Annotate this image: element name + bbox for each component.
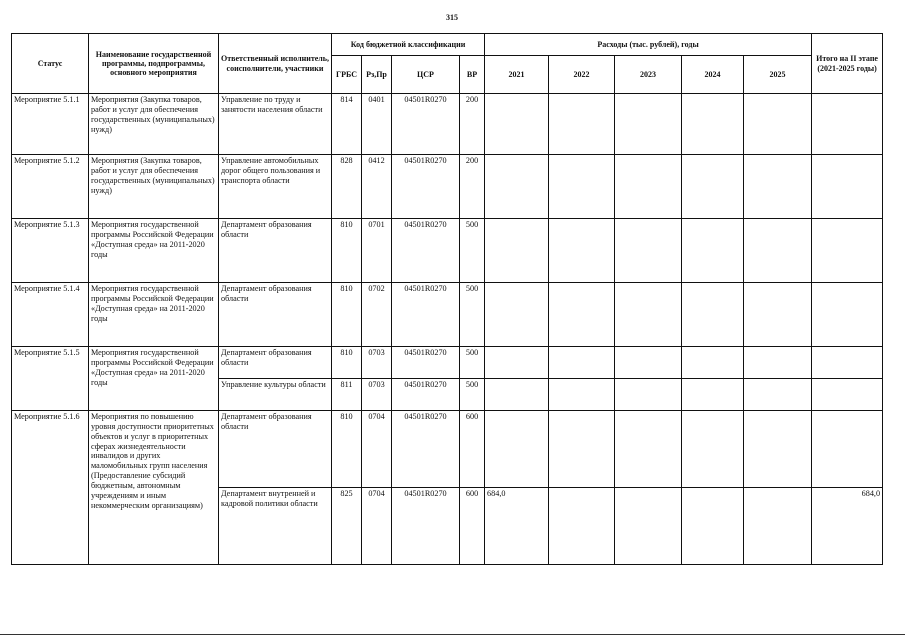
- row-name: Мероприятия (Закупка товаров, работ и услуг для обеспечения государственных (муниципальных) нужд): [89, 155, 219, 219]
- table-row: [12, 283, 883, 347]
- cell-csr: 04501R0270: [392, 155, 460, 219]
- row-status: Мероприятие 5.1.1: [12, 94, 89, 155]
- header-year-2023: 2023: [615, 56, 682, 94]
- cell-total: 684,0: [812, 488, 883, 565]
- cell-grbs: 810: [332, 411, 362, 488]
- cell-2025: [744, 411, 812, 488]
- cell-grbs: 811: [332, 379, 362, 411]
- cell-2021: [485, 283, 549, 347]
- row-responsible: Управление автомобильных дорог общего пользования и транспорта области: [219, 155, 332, 219]
- cell-2023: [615, 379, 682, 411]
- table-row: [12, 411, 883, 488]
- cell-total: [812, 283, 883, 347]
- page-number: 315: [446, 13, 458, 22]
- header-responsible: Ответственный исполнитель, соисполнители, участники: [219, 34, 332, 94]
- cell-grbs: 825: [332, 488, 362, 565]
- cell-2021: [485, 411, 549, 488]
- row-responsible: Департамент образования области: [219, 347, 332, 379]
- cell-vr: 200: [460, 155, 485, 219]
- cell-2023: [615, 155, 682, 219]
- row-name: Мероприятия государственной программы Российской Федерации «Доступная среда» на 2011-2020 годы: [89, 219, 219, 283]
- cell-csr: 04501R0270: [392, 411, 460, 488]
- row-responsible: Управление по труду и занятости населения области: [219, 94, 332, 155]
- cell-2025: [744, 155, 812, 219]
- cell-csr: 04501R0270: [392, 347, 460, 379]
- cell-2024: [682, 411, 744, 488]
- header-kbk: Код бюджетной классификации: [332, 34, 485, 56]
- table-row: [12, 155, 883, 219]
- header-vr: ВР: [460, 56, 485, 94]
- cell-total: [812, 411, 883, 488]
- row-status: Мероприятие 5.1.6: [12, 411, 89, 565]
- header-name: Наименование государственной программы, подпрограммы, основного мероприятия: [89, 34, 219, 94]
- cell-2021: [485, 219, 549, 283]
- row-name: Мероприятия государственной программы Российской Федерации «Доступная среда» на 2011-2020 годы: [89, 283, 219, 347]
- cell-rzpr: 0704: [362, 411, 392, 488]
- cell-grbs: 810: [332, 219, 362, 283]
- row-status: Мероприятие 5.1.2: [12, 155, 89, 219]
- header-csr: ЦСР: [392, 56, 460, 94]
- cell-2023: [615, 347, 682, 379]
- header-year-2021: 2021: [485, 56, 549, 94]
- cell-csr: 04501R0270: [392, 219, 460, 283]
- cell-2023: [615, 488, 682, 565]
- cell-2025: [744, 283, 812, 347]
- cell-2025: [744, 347, 812, 379]
- cell-2023: [615, 94, 682, 155]
- cell-2024: [682, 488, 744, 565]
- cell-rzpr: 0401: [362, 94, 392, 155]
- cell-2022: [549, 379, 615, 411]
- cell-2024: [682, 219, 744, 283]
- row-responsible: Управление культуры области: [219, 379, 332, 411]
- cell-2025: [744, 219, 812, 283]
- cell-2024: [682, 155, 744, 219]
- row-status: Мероприятие 5.1.3: [12, 219, 89, 283]
- cell-2023: [615, 219, 682, 283]
- cell-2024: [682, 379, 744, 411]
- cell-2023: [615, 411, 682, 488]
- cell-2025: [744, 379, 812, 411]
- cell-2024: [682, 347, 744, 379]
- cell-rzpr: 0703: [362, 347, 392, 379]
- cell-2022: [549, 94, 615, 155]
- cell-rzpr: 0703: [362, 379, 392, 411]
- row-status: Мероприятие 5.1.5: [12, 347, 89, 411]
- header-status: Статус: [12, 34, 89, 94]
- cell-2021: [485, 155, 549, 219]
- row-responsible: Департамент образования области: [219, 411, 332, 488]
- cell-2022: [549, 219, 615, 283]
- row-name: Мероприятия (Закупка товаров, работ и услуг для обеспечения государственных (муниципальных) нужд): [89, 94, 219, 155]
- cell-2022: [549, 411, 615, 488]
- cell-2024: [682, 94, 744, 155]
- cell-total: [812, 155, 883, 219]
- header-expenses: Расходы (тыс. рублей), годы: [485, 34, 812, 56]
- cell-vr: 600: [460, 488, 485, 565]
- cell-rzpr: 0412: [362, 155, 392, 219]
- cell-2022: [549, 488, 615, 565]
- row-responsible: Департамент образования области: [219, 219, 332, 283]
- cell-csr: 04501R0270: [392, 283, 460, 347]
- cell-csr: 04501R0270: [392, 94, 460, 155]
- cell-grbs: 814: [332, 94, 362, 155]
- cell-2021: 684,0: [485, 488, 549, 565]
- cell-vr: 600: [460, 411, 485, 488]
- cell-total: [812, 94, 883, 155]
- cell-total: [812, 379, 883, 411]
- header-year-2024: 2024: [682, 56, 744, 94]
- table-row: [12, 347, 883, 379]
- header-rzpr: Рз,Пр: [362, 56, 392, 94]
- page-bottom-edge: [0, 634, 905, 635]
- cell-2025: [744, 488, 812, 565]
- cell-rzpr: 0704: [362, 488, 392, 565]
- table-row: [12, 219, 883, 283]
- row-responsible: Департамент внутренней и кадровой политики области: [219, 488, 332, 565]
- cell-2021: [485, 94, 549, 155]
- cell-vr: 500: [460, 379, 485, 411]
- cell-total: [812, 347, 883, 379]
- header-total: Итого на II этапе (2021-2025 годы): [812, 34, 883, 94]
- header-year-2025: 2025: [744, 56, 812, 94]
- cell-total: [812, 219, 883, 283]
- row-name: Мероприятия государственной программы Российской Федерации «Доступная среда» на 2011-2020 годы: [89, 347, 219, 411]
- cell-grbs: 828: [332, 155, 362, 219]
- row-name: Мероприятия по повышению уровня доступности приоритетных объектов и услуг в приоритетных сферах жизнедеятельности инвалидов и других маломобильных групп населения (Предоставление субсидий бюджетным, автономным учреждениям и иным некоммерческим организациям): [89, 411, 219, 565]
- cell-2022: [549, 283, 615, 347]
- cell-csr: 04501R0270: [392, 379, 460, 411]
- cell-vr: 500: [460, 219, 485, 283]
- cell-2023: [615, 283, 682, 347]
- row-status: Мероприятие 5.1.4: [12, 283, 89, 347]
- cell-csr: 04501R0270: [392, 488, 460, 565]
- row-responsible: Департамент образования области: [219, 283, 332, 347]
- cell-grbs: 810: [332, 283, 362, 347]
- header-year-2022: 2022: [549, 56, 615, 94]
- cell-2021: [485, 379, 549, 411]
- cell-2025: [744, 94, 812, 155]
- cell-vr: 500: [460, 347, 485, 379]
- cell-rzpr: 0701: [362, 219, 392, 283]
- cell-2022: [549, 347, 615, 379]
- table-row: [12, 94, 883, 155]
- cell-2022: [549, 155, 615, 219]
- budget-table: [11, 33, 883, 565]
- cell-vr: 500: [460, 283, 485, 347]
- cell-grbs: 810: [332, 347, 362, 379]
- cell-2024: [682, 283, 744, 347]
- cell-rzpr: 0702: [362, 283, 392, 347]
- cell-2021: [485, 347, 549, 379]
- cell-vr: 200: [460, 94, 485, 155]
- header-grbs: ГРБС: [332, 56, 362, 94]
